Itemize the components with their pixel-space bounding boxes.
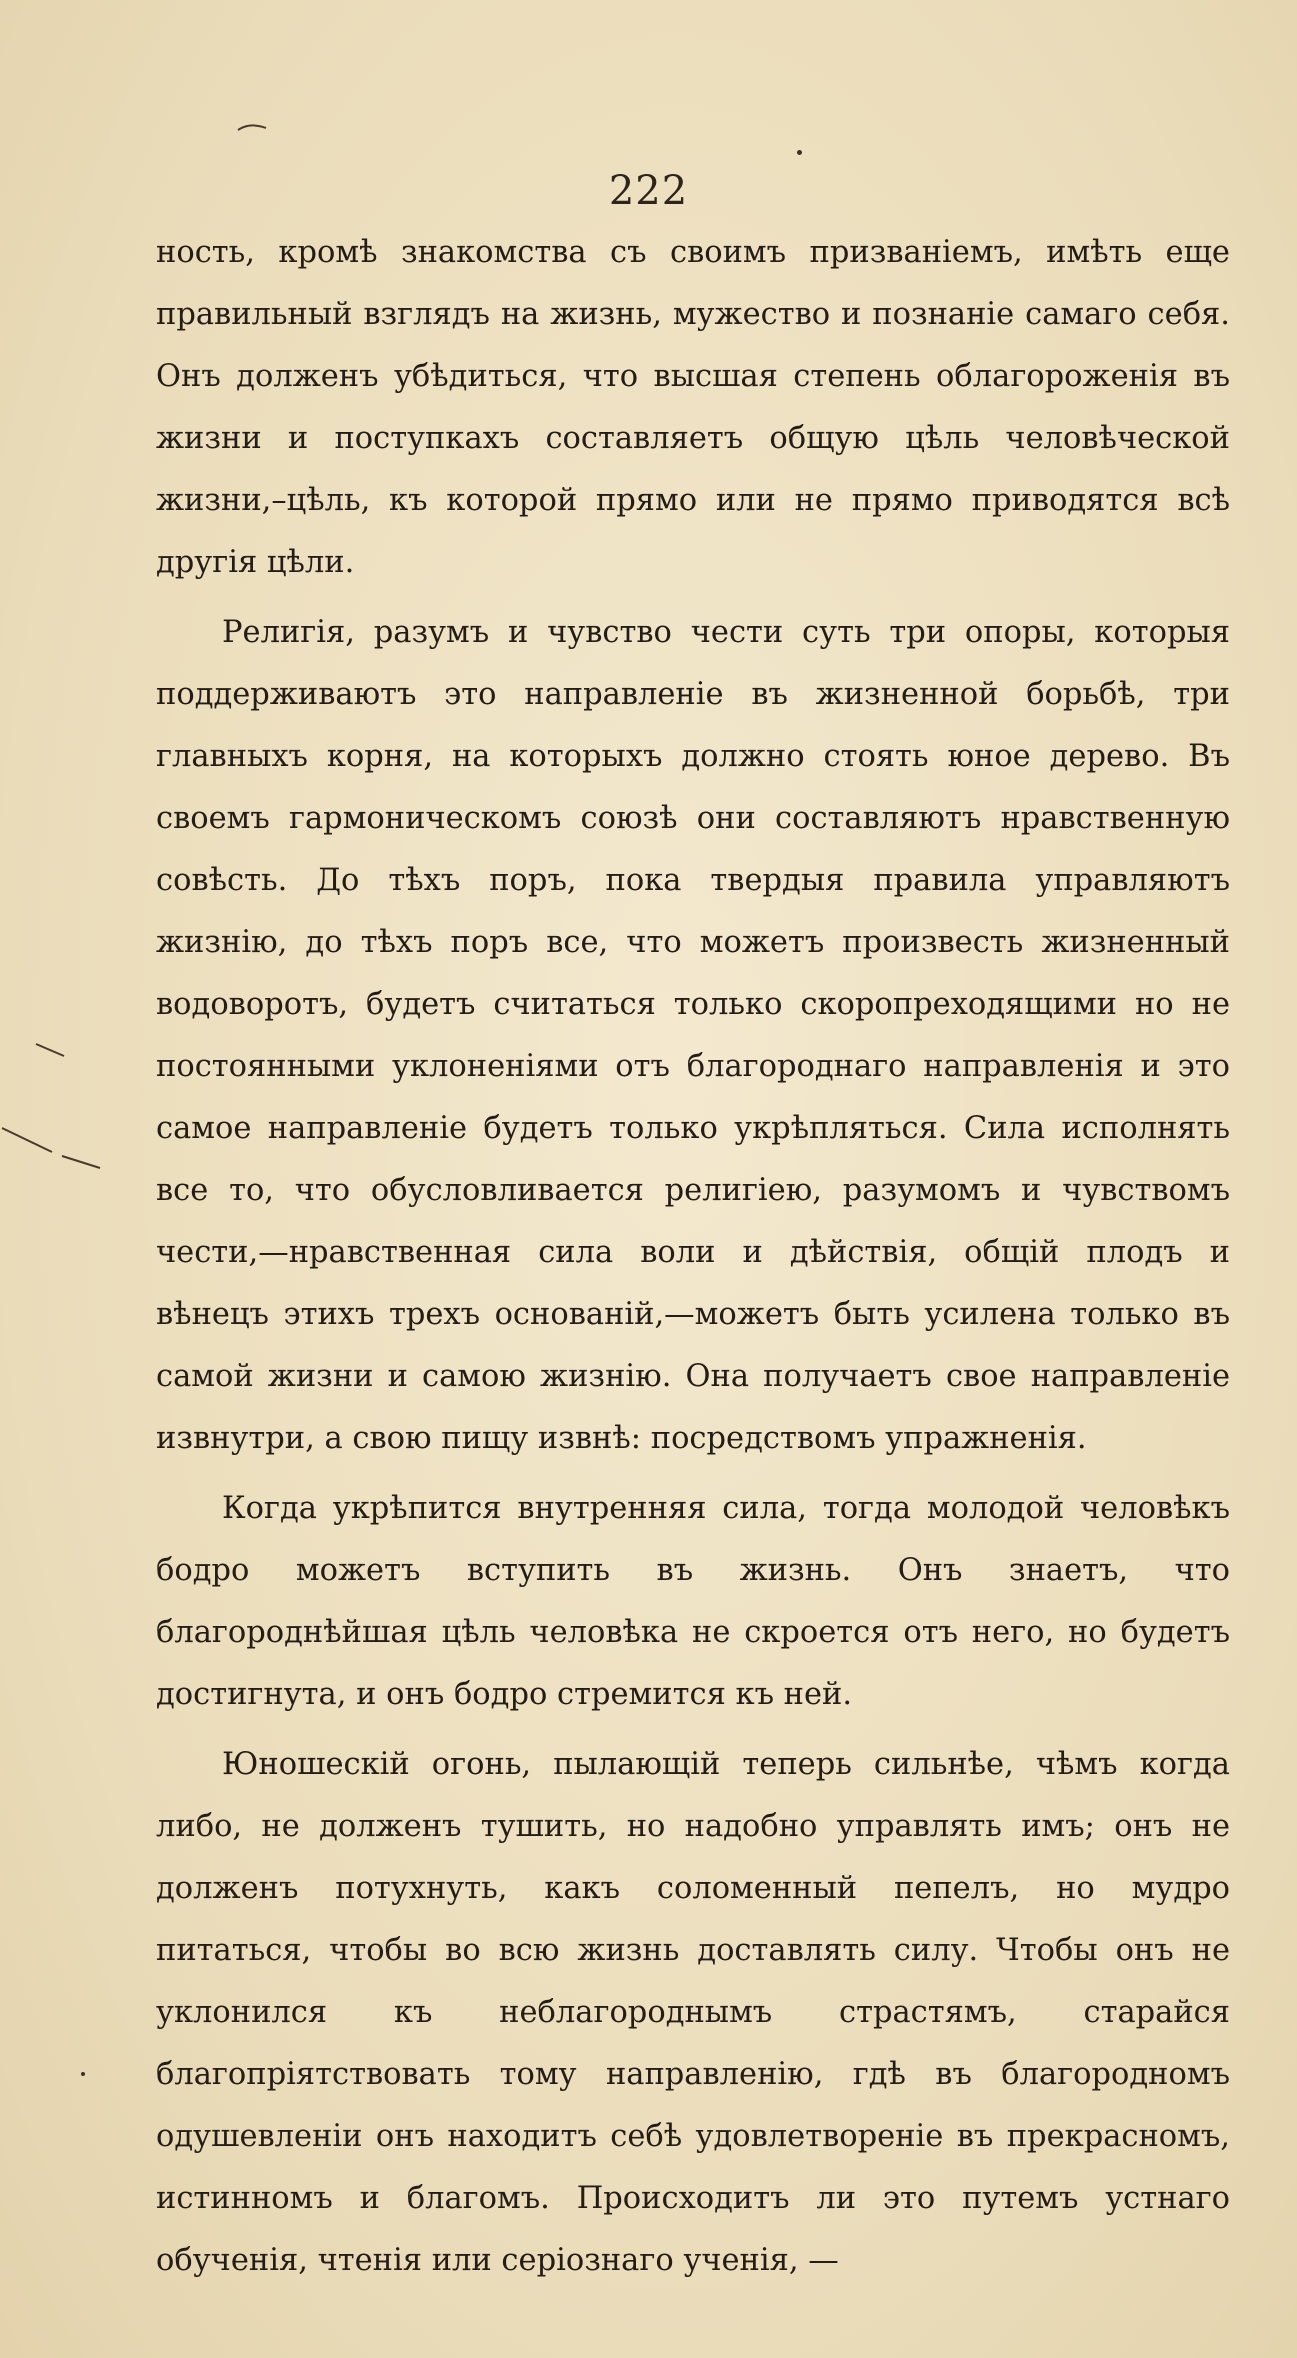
- margin-pencil-mark: [236, 118, 272, 138]
- paragraph: Юношескій огонь, пылающій теперь сильнѣе, чѣмъ когда либо, не долженъ тушить, но надобно управлять имъ; онъ не долженъ потухнуть, какъ соломенный пепелъ, но мудро питаться, чтобы во всю жизнь доставлять силу. Чтобы онъ не уклонился къ неблагороднымъ страстямъ, старайся благопріятствовать тому направленію, гдѣ въ благородномъ одушевленіи онъ находитъ себѣ удовлетвореніе въ прекрасномъ, истинномъ и благомъ. Происходитъ ли это путемъ устнаго обученія, чтенія или серіознаго ученія, —: [156, 1747, 1230, 2278]
- paragraph: Религія, разумъ и чувство чести суть три опоры, которыя поддерживаютъ это направленіе въ жизненной борьбѣ, три главныхъ корня, на которыхъ должно стоять юное дерево. Въ своемъ гармоническомъ союзѣ они составляютъ нравственную совѣсть. До тѣхъ поръ, пока твердыя правила управляютъ жизнію, до тѣхъ поръ все, что можетъ произвесть жизненный водоворотъ, будетъ считаться только скоропреходящими но не постоянными уклоненіями отъ благороднаго направленія и это самое направленіе будетъ только укрѣпляться. Сила исполнять все то, что обусловливается религіею, разумомъ и чувствомъ чести,—нравственная сила воли и дѣйствія, общій плодъ и вѣнецъ этихъ трехъ основаній,—можетъ быть усилена только въ самой жизни и самою жизнію. Она получаетъ свое направленіе извнутри, а свою пищу извнѣ: посредствомъ упражненія.: [156, 615, 1230, 1456]
- scan-speck: [81, 2072, 85, 2076]
- paragraph: ность, кромѣ знакомства съ своимъ призваніемъ, имѣть еще правильный взглядъ на жизнь, мужество и познаніе самаго себя. Онъ долженъ убѣдиться, что высшая степень облагороженія въ жизни и поступкахъ составляетъ общую цѣль человѣческой жизни,–цѣль, къ которой прямо или не прямо приводятся всѣ другія цѣли.: [156, 235, 1230, 580]
- paragraph: Когда укрѣпится внутренняя сила, тогда молодой человѣкъ бодро можетъ вступить въ жизнь. Онъ знаетъ, что благороднѣйшая цѣль человѣка не скроется отъ него, но будетъ достигнута, и онъ бодро стремится къ ней.: [156, 1491, 1230, 1712]
- page-number: 222: [608, 168, 689, 214]
- scan-speck: [797, 150, 802, 155]
- margin-pencil-mark: [0, 1126, 104, 1170]
- body-text: [156, 222, 1230, 2300]
- margin-pencil-mark: [34, 1040, 70, 1060]
